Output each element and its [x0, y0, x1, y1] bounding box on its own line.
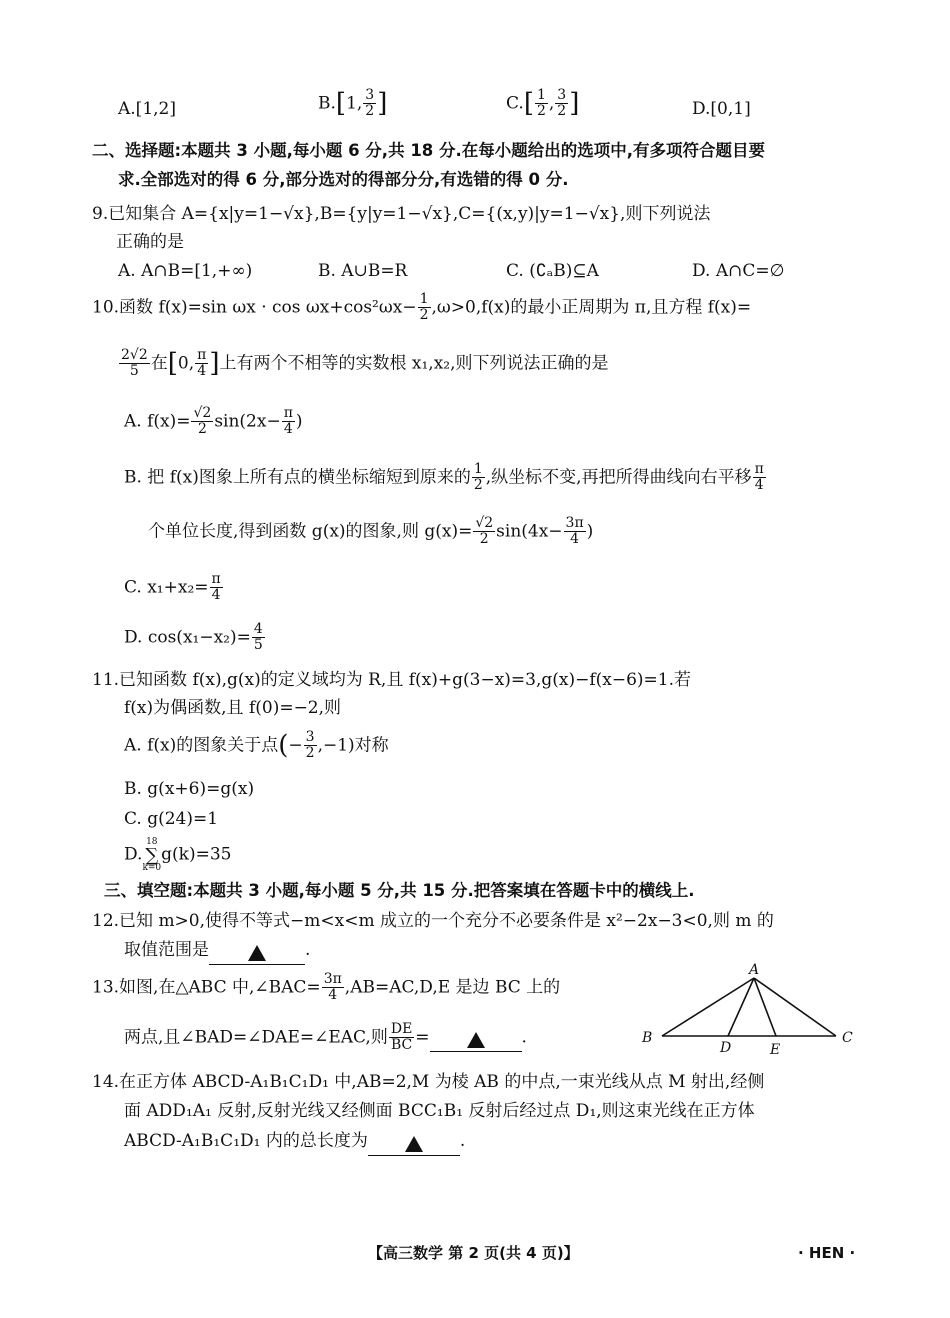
q11-option-a: A. f(x)的图象关于点(− $\frac{3}{2}$ ,−1)对称 — [124, 729, 389, 762]
q8-option-c: C.[ $\frac{1}{2}$ , $\frac{3}{2}$ ] — [506, 87, 580, 120]
triangle-diagram — [636, 960, 866, 1060]
q12-stem-line1: 12.已知 m>0,使得不等式−m<x<m 成立的一个充分不必要条件是 x²−2x−3<0,则 m 的 — [92, 911, 774, 931]
triangle-icon — [248, 945, 266, 961]
q14-stem-line2: 面 ADD₁A₁ 反射,反射光线又经侧面 BCC₁B₁ 反射后经过点 D₁,则这束光线在正方体 — [124, 1101, 755, 1121]
q8-option-b: B.[1, $\frac{3}{2}$ ] — [318, 87, 388, 120]
q11-option-d: D. 18 ∑ k=0 g(k)=35 — [124, 837, 232, 873]
q10-stem-line2: $\frac{2√2}{5}$ 在[0, $\frac{\pi}{4}$ ]上有两个不相等的实数根 x₁,x₂,则下列说法正确的是 — [121, 347, 609, 380]
q8-option-d: D.[0,1] — [692, 99, 751, 119]
q9-option-a: A. A∩B=[1,+∞) — [118, 261, 253, 281]
q10-option-b-line1: B. 把 f(x)图象上所有点的横坐标缩短到原来的 $\frac{1}{2}$ ,纵坐标不变,再把所得曲线向右平移 $\frac{\pi}{4}$ — [124, 461, 764, 494]
q14-stem-line3: ABCD-A₁B₁C₁D₁ 内的总长度为 . — [124, 1131, 465, 1156]
label-a: A — [749, 962, 760, 978]
q11-option-b: B. g(x+6)=g(x) — [124, 779, 255, 799]
triangle-icon — [467, 1032, 485, 1048]
q13-stem-line2: 两点,且∠BAD=∠DAE=∠EAC,则 $\frac{DE}{BC}$ = . — [124, 1021, 527, 1054]
q13-answer-blank — [430, 1031, 522, 1052]
q9-option-d: D. A∩C=∅ — [692, 261, 785, 281]
q9-stem-line1: 9.已知集合 A={x|y=1−√x},B={y|y=1−√x},C={(x,y)|y=1−√x},则下列说法 — [92, 204, 711, 224]
section3-header: 三、填空题:本题共 3 小题,每小题 5 分,共 15 分.把答案填在答题卡中的横线上. — [104, 881, 695, 900]
q12-answer-blank — [209, 944, 305, 965]
page-footer: 【高三数学 第 2 页(共 4 页)】 — [368, 1244, 579, 1262]
triangle-icon — [405, 1136, 423, 1152]
q14-answer-blank — [368, 1135, 460, 1156]
q12-stem-line2: 取值范围是 . — [124, 940, 310, 965]
segment-ac — [754, 978, 836, 1036]
q9-option-b: B. A∪B=R — [318, 261, 408, 281]
label-b: B — [642, 1030, 653, 1046]
q11-option-c: C. g(24)=1 — [124, 809, 219, 829]
q11-stem-line2: f(x)为偶函数,且 f(0)=−2,则 — [124, 698, 342, 718]
q10-option-c: C. x₁+x₂= $\frac{\pi}{4}$ — [124, 571, 221, 604]
q11-stem-line1: 11.已知函数 f(x),g(x)的定义域均为 R,且 f(x)+g(3−x)=3,g(x)−f(x−6)=1.若 — [92, 670, 692, 690]
q8-option-a: A.[1,2] — [118, 99, 176, 119]
section2-line2: 求.全部选对的得 6 分,部分选对的得部分分,有选错的得 0 分. — [118, 170, 569, 189]
footer-code: · HEN · — [798, 1244, 856, 1262]
q10-option-b-line2: 个单位长度,得到函数 g(x)的图象,则 g(x)= $\frac{√2}{2}$ sin(4x− $\frac{3\pi}{4}$ ) — [148, 515, 594, 548]
q9-stem-line2: 正确的是 — [116, 232, 184, 252]
q13-stem-line1: 13.如图,在△ABC 中,∠BAC= $\frac{3\pi}{4}$ ,AB=AC,D,E 是边 BC 上的 — [92, 971, 561, 1004]
label-e: E — [770, 1042, 781, 1058]
section2-line1: 二、选择题:本题共 3 小题,每小题 6 分,共 18 分.在每小题给出的选项中,有多项符合题目要 — [92, 141, 766, 160]
q10-option-a: A. f(x)= $\frac{√2}{2}$ sin(2x− $\frac{\pi}{4}$ ) — [124, 405, 303, 438]
q9-option-c: C. (∁ₐB)⊆A — [506, 261, 599, 281]
q10-option-d: D. cos(x₁−x₂)= $\frac{4}{5}$ — [124, 621, 263, 654]
q10-stem-line1: 10.函数 f(x)=sin ωx · cos ωx+cos²ωx− $\frac{1}{2}$ ,ω>0,f(x)的最小正周期为 π,且方程 f(x)= — [92, 291, 752, 324]
label-d: D — [720, 1040, 732, 1056]
q14-stem-line1: 14.在正方体 ABCD-A₁B₁C₁D₁ 中,AB=2,M 为棱 AB 的中点,一束光线从点 M 射出,经侧 — [92, 1072, 765, 1092]
label-c: C — [842, 1030, 853, 1046]
